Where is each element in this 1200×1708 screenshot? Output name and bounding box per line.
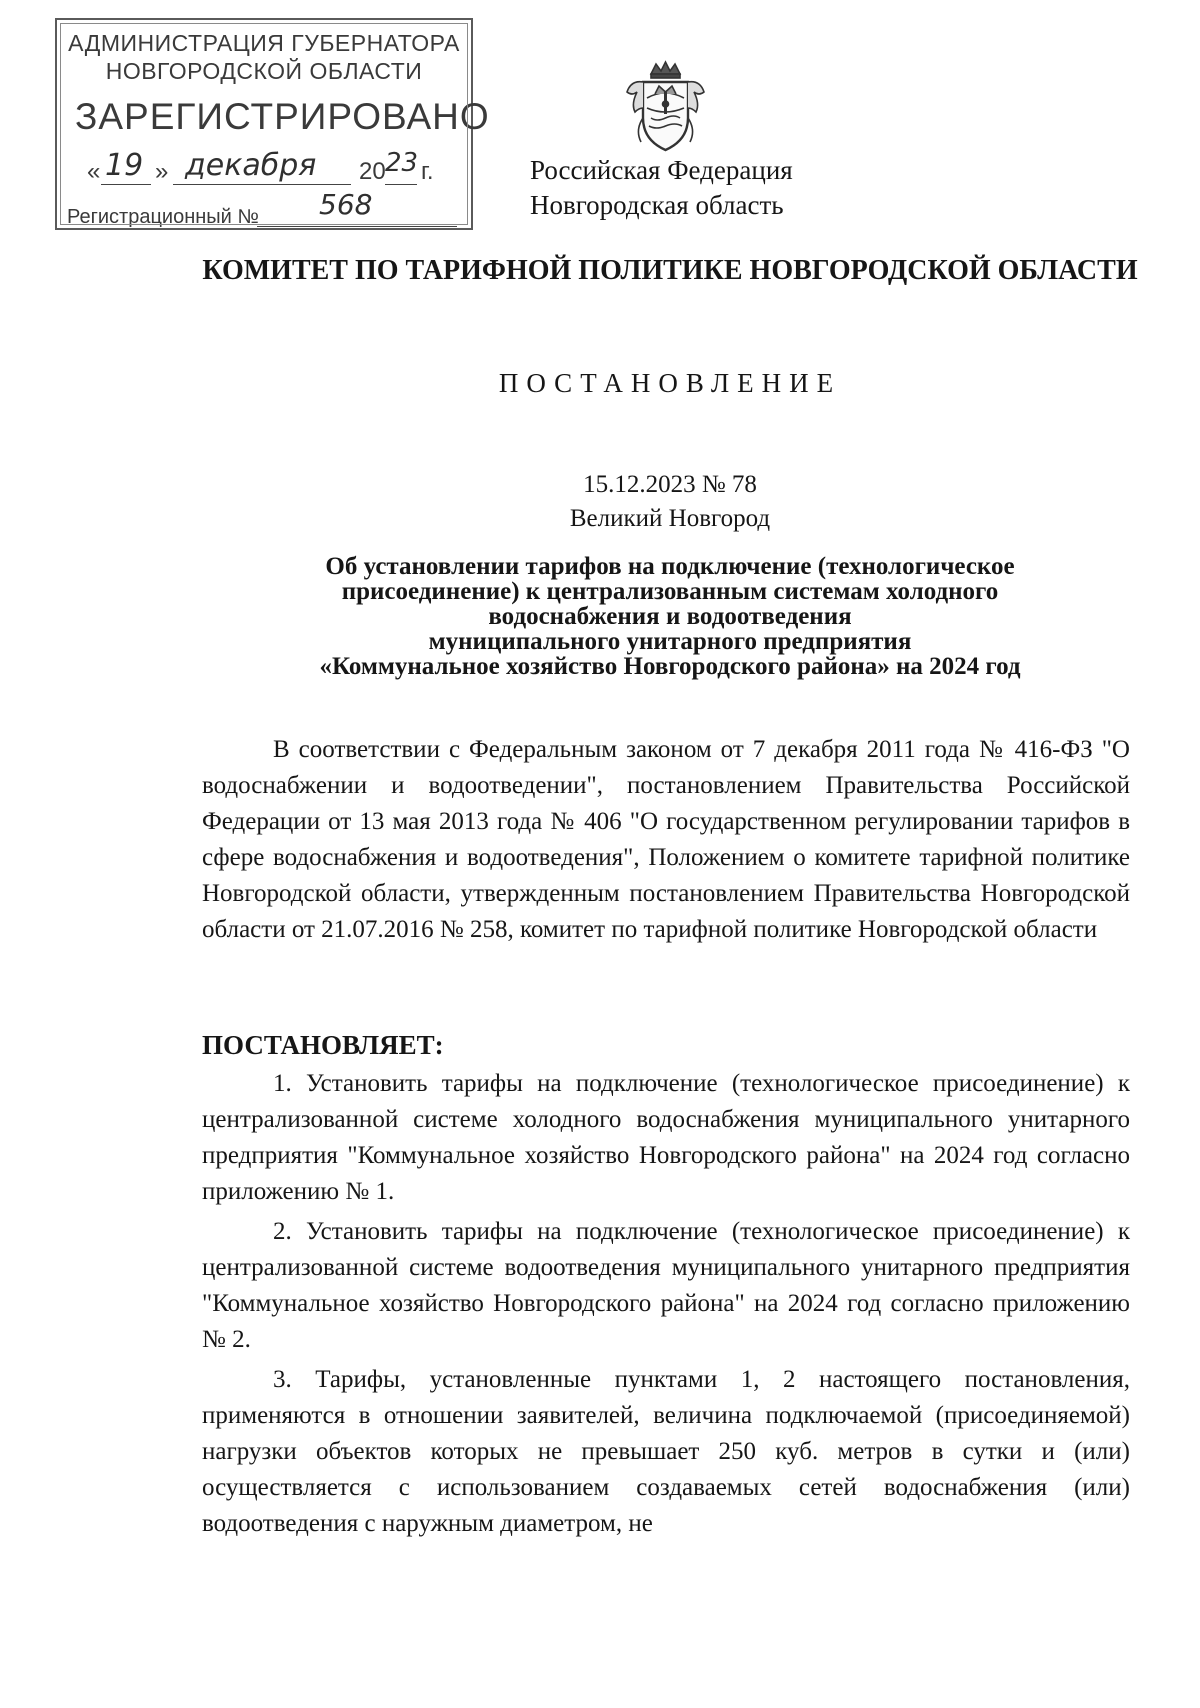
preamble-paragraph: В соответствии с Федеральным законом от 7 декабря 2011 года № 416-ФЗ "О водоснабжении и водоотведении", постановлением Правительства Российской Федерации от 13 мая 2013 года № 406 "О государственном регулировании тарифов в сфере водоснабжения и водоотведения", Положением о комитете тарифной политике Новгородской области, утвержденным постановлением Правительства Новгородской области от 21.07.2016 № 258, комитет по тарифной политике Новгородской области: [202, 736, 1130, 943]
document-type-title: ПОСТАНОВЛЕНИЕ: [498, 368, 842, 398]
resolution-item-1: 1. Установить тарифы на подключение (технологическое присоединение) к централизованной системе холодного водоснабжения муниципального унитарного предприятия "Коммунальное хозяйство Новгородского района" на 2024 год согласно приложению № 1.: [202, 1070, 1130, 1205]
stamp-date-line: « 19 » декабря 20 23 г.: [87, 148, 434, 185]
subject-line: водоснабжения и водоотведения: [488, 603, 852, 630]
resolves-heading: ПОСТАНОВЛЯЕТ:: [202, 1030, 444, 1060]
resolution-item-2: 2. Установить тарифы на подключение (технологическое присоединение) к централизованной системе водоотведения муниципального унитарного предприятия "Коммунальное хозяйство Новгородского района" на 2024 год согласно приложению № 2.: [202, 1218, 1130, 1353]
subject-line: «Коммунальное хозяйство Новгородского района» на 2024 год: [319, 653, 1021, 680]
resolution-item-3: 3. Тарифы, установленные пунктами 1, 2 настоящего постановления, применяются в отношении заявителей, величина подключаемой (присоединяемой) нагрузки объектов которых не превышает 250 куб. метров в сутки и (или) осуществляется с использованием создаваемых сетей водоснабжения (или) водоотведения с наружным диаметром, не: [202, 1366, 1130, 1537]
stamp-year-prefix: 20: [359, 158, 386, 185]
region-name: Новгородская область: [530, 190, 784, 220]
coat-of-arms-icon: [623, 58, 708, 158]
registration-stamp: [55, 18, 490, 230]
preamble-section: [202, 732, 1130, 948]
stamp-org-line1: АДМИНИСТРАЦИЯ ГУБЕРНАТОРА: [68, 30, 460, 56]
country-region-block: [530, 153, 793, 223]
stamp-reg-number: 568: [319, 188, 373, 221]
committee-title: КОМИТЕТ ПО ТАРИФНОЙ ПОЛИТИКЕ НОВГОРОДСКОЙ ОБЛАСТИ: [202, 255, 1138, 286]
document-city: Великий Новгород: [569, 505, 771, 532]
document-date-number: 15.12.2023 № 78: [583, 471, 757, 498]
subject-line: Об установлении тарифов на подключение (технологическое: [325, 553, 1015, 580]
stamp-year-unit: г.: [421, 158, 434, 185]
subject-line: присоединение) к централизованным системам холодного: [341, 578, 999, 605]
stamp-org-line2: НОВГОРОДСКОЙ ОБЛАСТИ: [105, 58, 423, 84]
subject-line: муниципального унитарного предприятия: [428, 628, 912, 655]
stamp-day: 19: [105, 148, 144, 183]
country-name: Российская Федерация: [530, 155, 793, 185]
document-subject: [200, 554, 1140, 679]
stamp-month: декабря: [185, 148, 317, 183]
resolution-items: [202, 1066, 1130, 1546]
stamp-registered-label: ЗАРЕГИСТРИРОВАНО: [75, 96, 490, 137]
stamp-reg-label: Регистрационный №: [67, 206, 259, 228]
stamp-year-suffix: 23: [385, 148, 419, 178]
date-number-block: [200, 468, 1140, 536]
